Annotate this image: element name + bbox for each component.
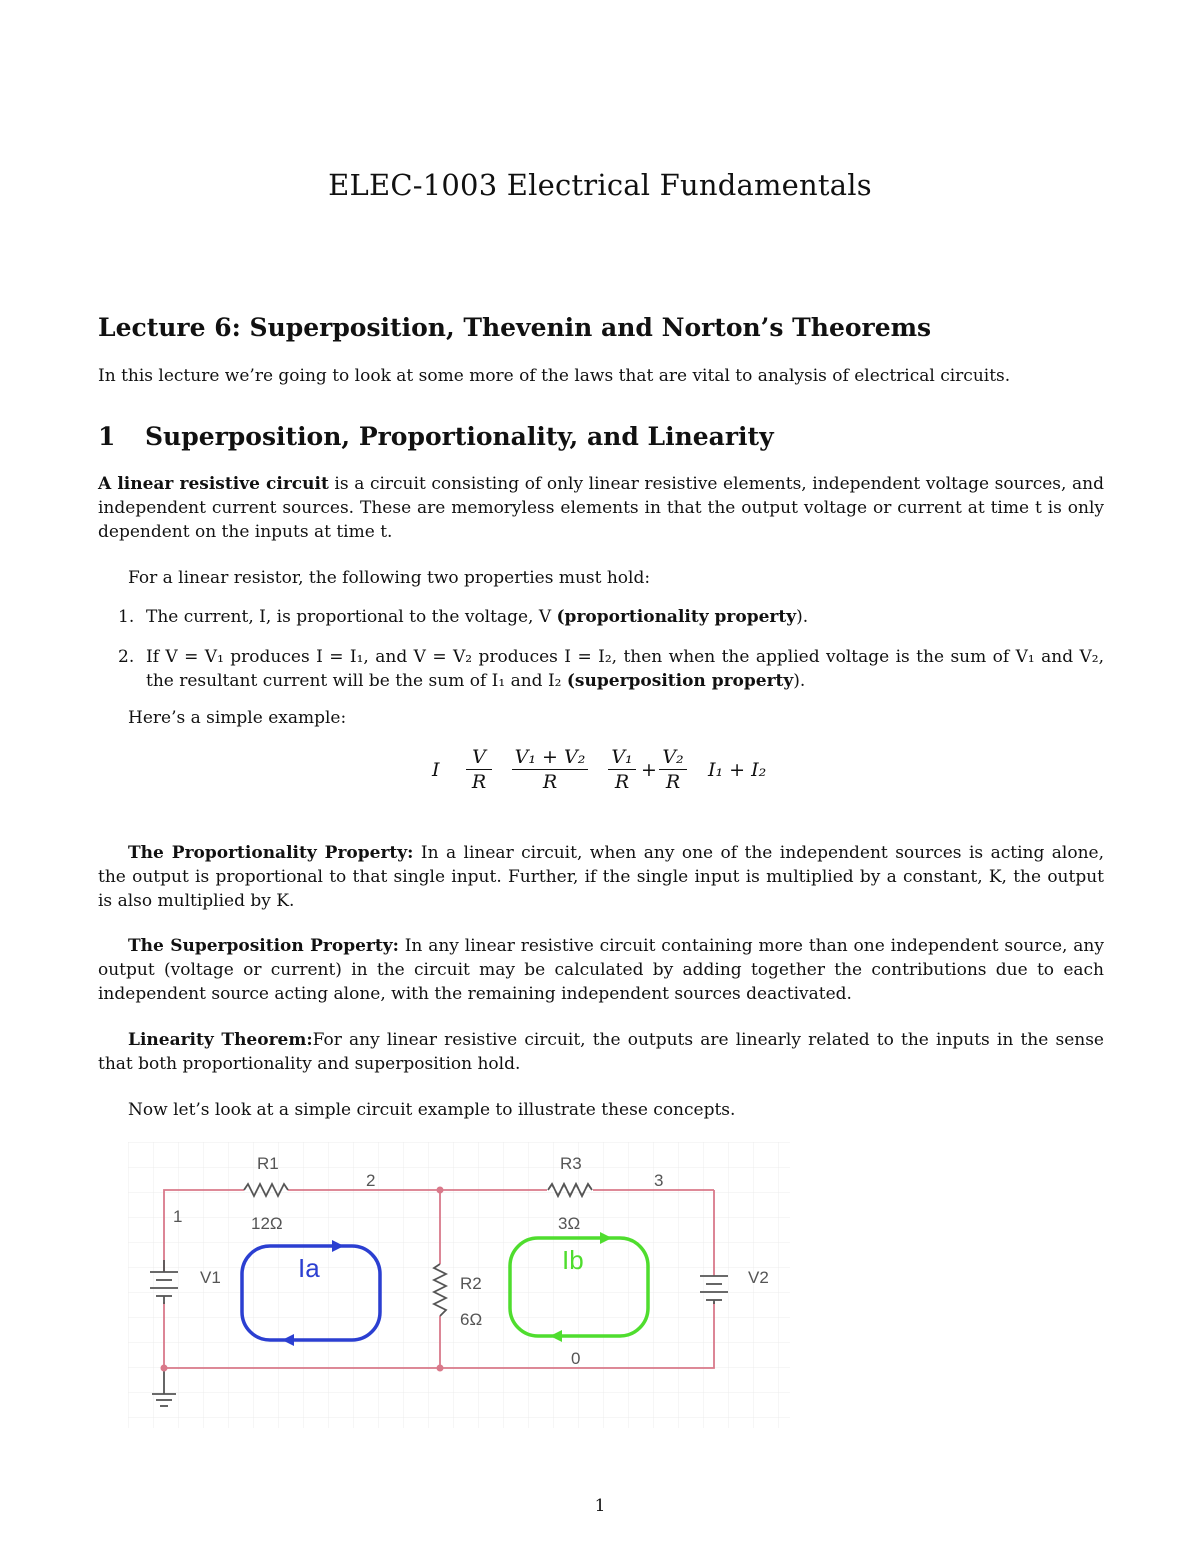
definition-text: is a circuit consisting of only linear resistive elements, independent voltage sources, and independent current sources. These are memoryless elements in that the output voltage or current at time t is only dependent on the inputs at time t.	[98, 474, 1104, 542]
fraction-numerator: V₁ + V₂	[512, 745, 588, 770]
loop-b-label: Ib	[562, 1245, 584, 1275]
document-title: ELEC-1003 Electrical Fundamentals	[328, 168, 872, 202]
r3-value: 3Ω	[558, 1214, 581, 1233]
section-number: 1	[98, 422, 116, 451]
fraction-denominator: R	[542, 771, 558, 793]
linearity-term: Linearity Theorem:	[128, 1030, 313, 1050]
proportionality-text: In a linear circuit, when any one of the independent sources is acting alone, the output is proportional to that single input. Further, if the single input is multiplied by a constant, K, the output is also multiplied by K.	[98, 843, 1104, 911]
list-item	[98, 645, 1104, 693]
list-item-number: 2.	[118, 647, 135, 667]
r1-label: R1	[257, 1154, 279, 1173]
fraction-denominator: R	[614, 771, 630, 793]
node-0-label: 0	[571, 1349, 581, 1368]
fraction-denominator: R	[471, 771, 487, 793]
fraction-numerator: V	[466, 745, 492, 770]
list-item-bold: (superposition property	[566, 671, 794, 691]
intro-paragraph: In this lecture we’re going to look at some more of the laws that are vital to analysis of electrical circuits.	[98, 366, 1011, 386]
fraction-v1-over-r	[608, 745, 636, 794]
fraction-numerator: V₁	[608, 745, 636, 770]
grid-background	[128, 1142, 790, 1428]
fraction-v2-over-r	[659, 745, 687, 794]
proportionality-paragraph	[98, 841, 1104, 913]
list-item-text: The current, I, is proportional to the voltage, V	[146, 607, 557, 627]
property-list	[98, 605, 1104, 693]
circuit-diagram	[128, 1142, 790, 1428]
definition-term: A linear resistive circuit	[98, 474, 329, 494]
list-item-tail: ).	[796, 607, 809, 627]
list-item-number: 1.	[118, 607, 135, 627]
circuit-intro: Now let’s look at a simple circuit example to illustrate these concepts.	[128, 1100, 736, 1120]
proportionality-term: The Proportionality Property:	[128, 843, 414, 863]
lecture-heading: Lecture 6: Superposition, Thevenin and Norton’s Theorems	[98, 313, 932, 342]
fraction-numerator: V₂	[659, 745, 687, 770]
example-intro: Here’s a simple example:	[128, 708, 347, 728]
node-1-label: 1	[173, 1207, 183, 1226]
loop-a-label: Ia	[298, 1253, 320, 1283]
r2-label: R2	[460, 1274, 482, 1293]
list-item-bold: (proportionality property	[556, 607, 797, 627]
fraction-v-over-r	[466, 745, 492, 794]
r1-value: 12Ω	[251, 1214, 283, 1233]
r3-label: R3	[560, 1154, 582, 1173]
list-item-text: If V = V₁ produces I = I₁, and V = V₂ produces I = I₂, then when the applied voltage is the sum of V₁ and V₂, the resultant current will be the sum of I₁ and I₂	[146, 647, 1104, 691]
properties-intro: For a linear resistor, the following two properties must hold:	[128, 568, 651, 588]
page-number: 1	[594, 1496, 606, 1516]
equation-rhs: I₁ + I₂	[708, 759, 767, 781]
superposition-text: In any linear resistive circuit containing more than one independent source, any output (voltage or current) in the circuit may be calculated by adding together the contributions due to each independent source acting alone, with the remaining independent sources deactivated.	[98, 936, 1104, 1004]
r2-value: 6Ω	[460, 1310, 483, 1329]
section-heading	[98, 422, 774, 451]
node-2-label: 2	[366, 1171, 376, 1190]
list-item	[98, 605, 1104, 629]
superposition-paragraph	[98, 934, 1104, 1006]
list-item-tail: ).	[793, 671, 806, 691]
fraction-sum-over-r	[512, 745, 588, 794]
section-title: Superposition, Proportionality, and Linearity	[145, 422, 774, 451]
linearity-paragraph	[98, 1028, 1104, 1076]
v2-label: V2	[748, 1268, 769, 1287]
equation-plus: +	[641, 759, 657, 781]
equation-lhs: I	[432, 759, 440, 781]
linearity-text: For any linear resistive circuit, the outputs are linearly related to the inputs in the sense that both proportionality and superposition hold.	[98, 1030, 1104, 1074]
node-3-label: 3	[654, 1171, 664, 1190]
superposition-term: The Superposition Property:	[128, 936, 399, 956]
fraction-denominator: R	[665, 771, 681, 793]
v1-label: V1	[200, 1268, 221, 1287]
definition-paragraph	[98, 472, 1104, 544]
